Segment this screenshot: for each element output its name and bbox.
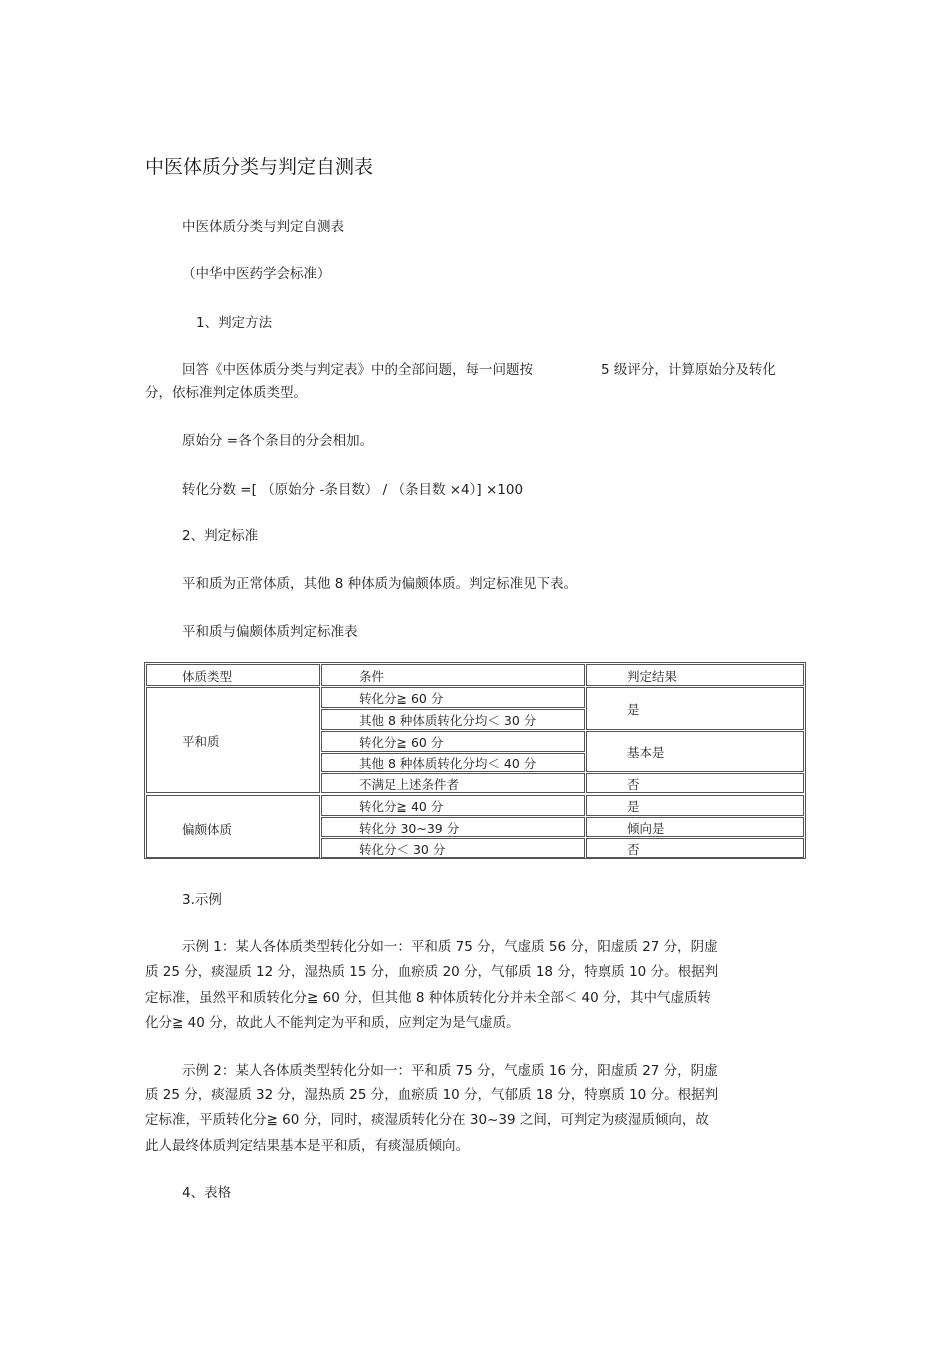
section-heading-table: 4、表格 bbox=[182, 1185, 232, 1201]
condition-cell: 其他 8 种体质转化分均＜ 30 分 bbox=[359, 713, 537, 728]
result-cell bbox=[586, 773, 804, 793]
result-text: 否 bbox=[627, 842, 640, 857]
result-cell bbox=[586, 795, 804, 816]
formula-raw: 原始分 =各个条目的分会相加。 bbox=[182, 433, 374, 449]
header-result: 判定结果 bbox=[627, 669, 678, 684]
section-heading-criteria: 2、判定标准 bbox=[182, 528, 259, 544]
result-cell bbox=[586, 731, 804, 772]
subtitle: 中医体质分类与判定自测表 bbox=[182, 219, 344, 235]
condition-cell: 转化分＜ 30 分 bbox=[359, 842, 446, 857]
section-heading-method: 1、判定方法 bbox=[196, 315, 273, 331]
condition-cell: 转化分 30~39 分 bbox=[359, 821, 460, 836]
example2-line: 定标准，平质转化分≧ 60 分，同时，痰湿质转化分在 30~39 之间，可判定为痰湿质倾向，故 bbox=[145, 1112, 709, 1128]
method-text-2: 分，依标准判定体质类型。 bbox=[145, 385, 307, 401]
result-text: 基本是 bbox=[627, 745, 665, 760]
table-caption: 平和质与偏颇体质判定标准表 bbox=[182, 624, 358, 640]
header-cell-result bbox=[586, 664, 804, 686]
result-text: 是 bbox=[627, 702, 640, 717]
example2-line: 示例 2：某人各体质类型转化分如一：平和质 75 分，气虚质 16 分，阳虚质 27 分，阴虚 bbox=[182, 1063, 718, 1079]
standard-note: （中华中医药学会标准） bbox=[182, 266, 331, 282]
group-cell-biased bbox=[146, 795, 320, 858]
result-text: 是 bbox=[627, 799, 640, 814]
example1-line: 示例 1：某人各体质类型转化分如一：平和质 75 分，气虚质 56 分，阳虚质 27 分，阴虚 bbox=[182, 939, 718, 955]
group-balanced: 平和质 bbox=[182, 734, 220, 749]
example2-line: 质 25 分，痰湿质 32 分，湿热质 25 分，血瘀质 10 分，气郁质 18 分，特禀质 10 分。根据判 bbox=[145, 1087, 719, 1103]
method-text-1a: 回答《中医体质分类与判定表》中的全部问题，每一问题按 bbox=[182, 362, 533, 378]
method-text-1b: 5 级评分，计算原始分及转化 bbox=[601, 362, 776, 378]
criteria-text: 平和质为正常体质，其他 8 种体质为偏颇体质。判定标准见下表。 bbox=[182, 576, 578, 592]
example1-line: 定标准，虽然平和质转化分≧ 60 分，但其他 8 种体质转化分并未全部＜ 40 分，其中气虚质转 bbox=[145, 990, 712, 1006]
example2-line: 此人最终体质判定结果基本是平和质，有痰湿质倾向。 bbox=[145, 1138, 469, 1154]
header-type: 体质类型 bbox=[182, 669, 233, 684]
header-cell-type bbox=[146, 664, 320, 686]
header-condition: 条件 bbox=[359, 669, 385, 684]
result-text: 否 bbox=[627, 777, 640, 792]
example1-line: 质 25 分，痰湿质 12 分，湿热质 15 分，血瘀质 20 分，气郁质 18 分，特禀质 10 分。根据判 bbox=[145, 964, 719, 980]
result-text: 倾向是 bbox=[627, 821, 665, 836]
result-cell bbox=[586, 838, 804, 858]
condition-cell: 其他 8 种体质转化分均＜ 40 分 bbox=[359, 756, 537, 771]
group-biased: 偏颇体质 bbox=[182, 822, 233, 837]
section-heading-example: 3.示例 bbox=[182, 892, 222, 908]
group-cell-balanced bbox=[146, 687, 320, 793]
example1-line: 化分≧ 40 分，故此人不能判定为平和质，应判定为是气虚质。 bbox=[145, 1015, 520, 1031]
result-cell bbox=[586, 687, 804, 730]
condition-cell: 转化分≧ 60 分 bbox=[359, 735, 444, 750]
formula-converted: 转化分数 =[ （原始分 -条目数） / （条目数 ×4）] ×100 bbox=[182, 482, 524, 498]
criteria-table bbox=[144, 662, 807, 860]
condition-cell: 不满足上述条件者 bbox=[359, 777, 460, 792]
result-cell bbox=[586, 817, 804, 837]
condition-cell: 转化分≧ 60 分 bbox=[359, 691, 444, 706]
condition-cell: 转化分≧ 40 分 bbox=[359, 799, 444, 814]
page-title: 中医体质分类与判定自测表 bbox=[145, 156, 374, 178]
